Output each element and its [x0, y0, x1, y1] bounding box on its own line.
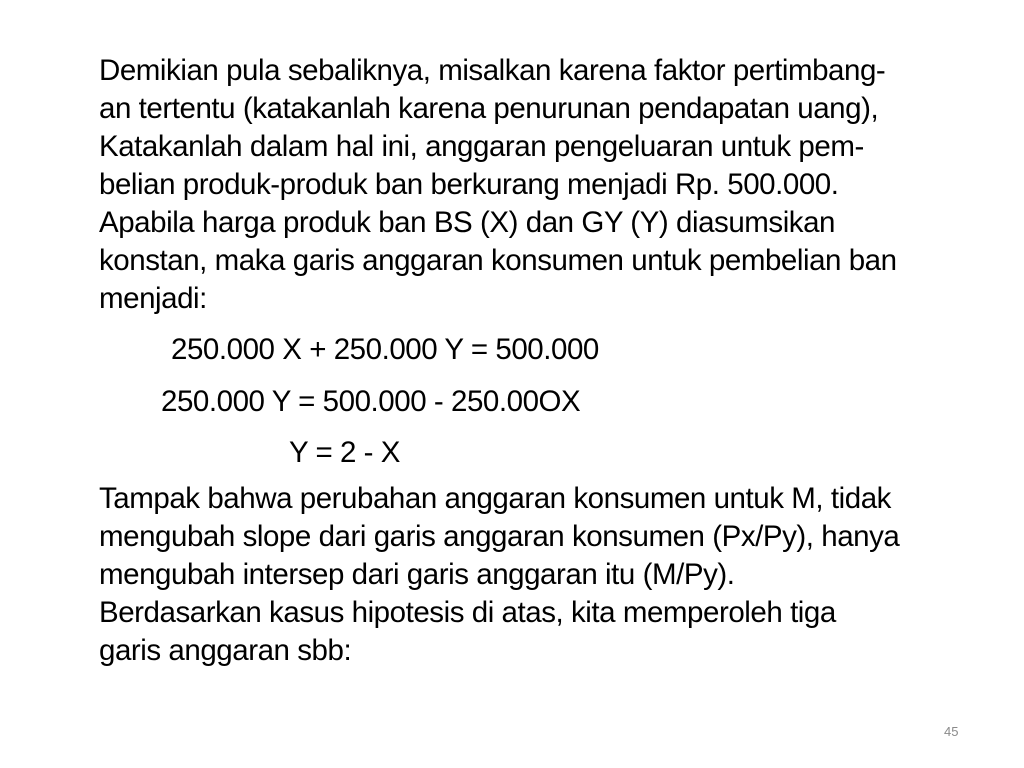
paragraph2-line-3: mengubah intersep dari garis anggaran itu (M/Py). [99, 558, 735, 591]
paragraph1-line-6: konstan, maka garis anggaran konsumen untuk pembelian ban [99, 244, 897, 277]
paragraph2-line-2: mengubah slope dari garis anggaran konsumen (Px/Py), hanya [99, 520, 900, 553]
paragraph2-line-5: garis anggaran sbb: [99, 634, 352, 667]
paragraph1-line-4: belian produk-produk ban berkurang menjadi Rp. 500.000. [99, 168, 839, 201]
paragraph2-line-1: Tampak bahwa perubahan anggaran konsumen untuk M, tidak [99, 482, 891, 515]
paragraph1-line-2: an tertentu (katakanlah karena penurunan pendapatan uang), [99, 92, 879, 125]
page-number: 45 [944, 724, 959, 739]
equation-2: 250.000 Y = 500.000 - 250.00OX [161, 385, 581, 418]
equation-1: 250.000 X + 250.000 Y = 500.000 [171, 333, 599, 366]
equation-3: Y = 2 - X [289, 436, 401, 469]
paragraph1-line-7: menjadi: [99, 282, 207, 315]
paragraph2-line-4: Berdasarkan kasus hipotesis di atas, kita memperoleh tiga [99, 596, 836, 629]
paragraph1-line-1: Demikian pula sebaliknya, misalkan karena faktor pertimbang- [99, 54, 886, 87]
paragraph1-line-5: Apabila harga produk ban BS (X) dan GY (Y) diasumsikan [99, 206, 836, 239]
paragraph1-line-3: Katakanlah dalam hal ini, anggaran pengeluaran untuk pem- [99, 130, 864, 163]
